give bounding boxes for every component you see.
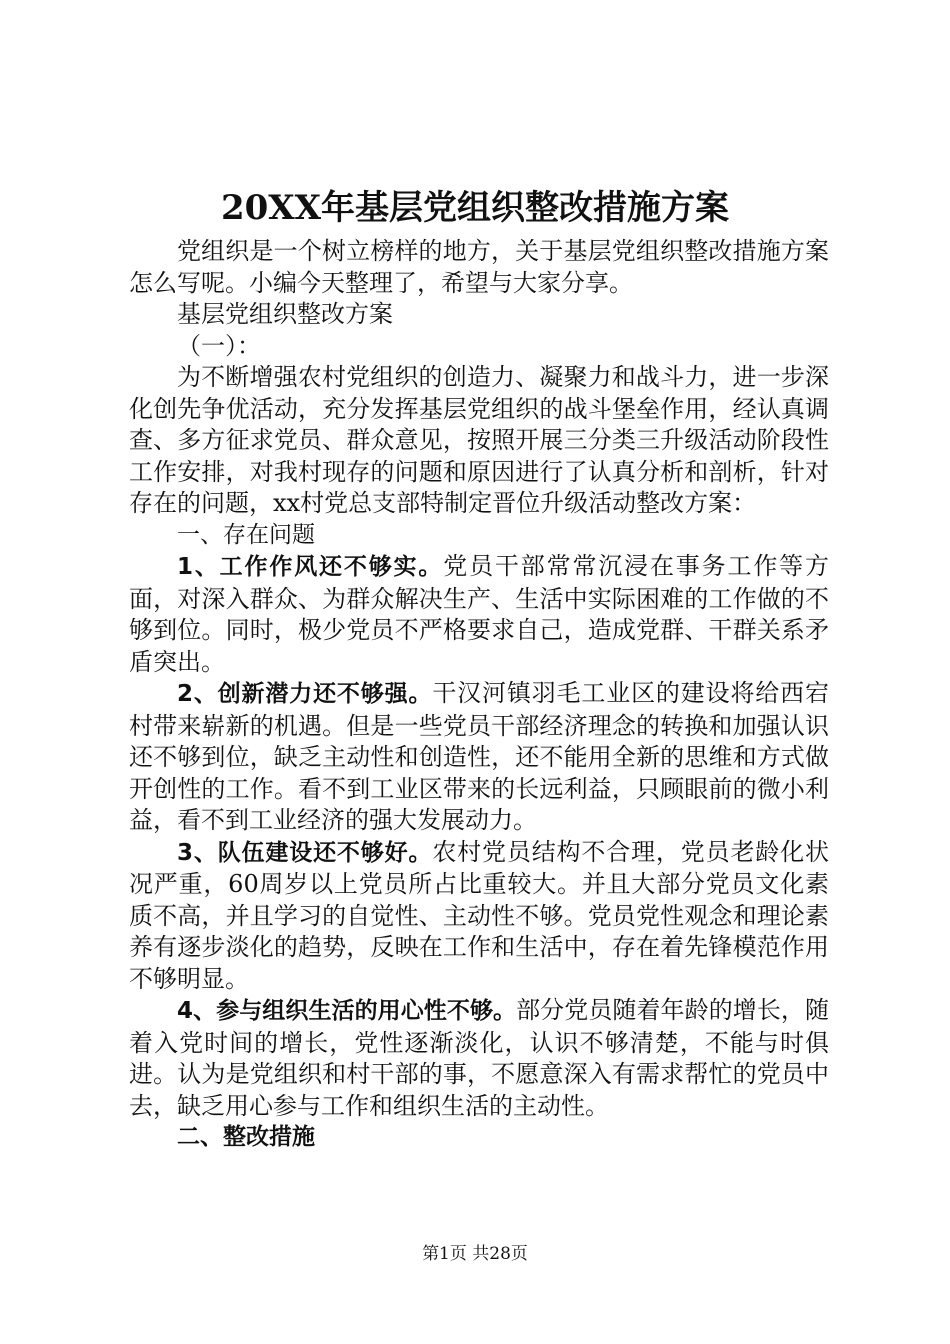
problem-paragraph-3: [129, 837, 829, 996]
document-title: 20XX年基层党组织整改措施方案: [220, 188, 730, 228]
problem-heading-4: 4、参与组织生活的用心性不够。: [177, 998, 517, 1024]
intro-paragraph: 党组织是一个树立榜样的地方，关于基层党组织整改措施方案怎么写呢。小编今天整理了，希望与大家分享。: [129, 237, 829, 297]
problem-heading-3: 3、队伍建设还不够好。: [177, 839, 433, 866]
problem-text-4: 部分党员随着年龄的增长，随着入党时间的增长，党性逐渐淡化，认识不够清楚，不能与时俱进。认为是党组织和村干部的事，不愿意深入有需求帮忙的党员中去，缺乏用心参与工作和组织生活的主动性。: [129, 996, 829, 1120]
problem-heading-2: 2、创新潜力还不够强。: [177, 681, 433, 707]
part-label: （一）：: [177, 331, 261, 360]
problem-text-1: 党员干部常常沉浸在事务工作等方面，对深入群众、为群众解决生产、生活中实际困难的工作做的不够到位。同时，极少党员不严格要求自己，造成党群、干群关系矛盾突出。: [129, 552, 830, 676]
problem-paragraph-1: [129, 551, 829, 678]
problem-paragraph-2: [129, 678, 829, 837]
section-heading-problems: 一、存在问题: [177, 521, 315, 548]
subtitle-line: 基层党组织整改方案: [177, 300, 393, 328]
preface-paragraph: 为不断增强农村党组织的创造力、凝聚力和战斗力，进一步深化创先争优活动，充分发挥基层党组织的战斗堡垒作用，经认真调查、多方征求党员、群众意见，按照开展三分类三升级活动阶段性工作安排，对我村现存的问题和原因进行了认真分析和剖析，针对存在的问题，xx村党总支部特制定晋位升级活动整改方案：: [129, 363, 829, 517]
page-footer: 第1页 共28页: [422, 1244, 528, 1264]
problem-paragraph-4: [129, 995, 829, 1122]
problem-text-2: 干汉河镇羽毛工业区的建设将给西宕村带来崭新的机遇。但是一些党员干部经济理念的转换和加强认识还不够到位，缺乏主动性和创造性，还不能用全新的思维和方式做开创性的工作。看不到工业区带来的长远利益，只顾眼前的微小利益，看不到工业经济的强大发展动力。: [129, 679, 829, 834]
problem-heading-1: 1、工作作风还不够实。: [177, 554, 444, 580]
document-body: [129, 236, 829, 1154]
problem-text-3: 农村党员结构不合理，党员老龄化状况严重，60周岁以上党员所占比重较大。并且大部分党员文化素质不高，并且学习的自觉性、主动性不够。党员党性观念和理论素养有逐步淡化的趋势，反映在工作和生活中，存在着先锋模范作用不够明显。: [129, 837, 829, 993]
section-heading-measures: 二、整改措施: [177, 1124, 315, 1150]
